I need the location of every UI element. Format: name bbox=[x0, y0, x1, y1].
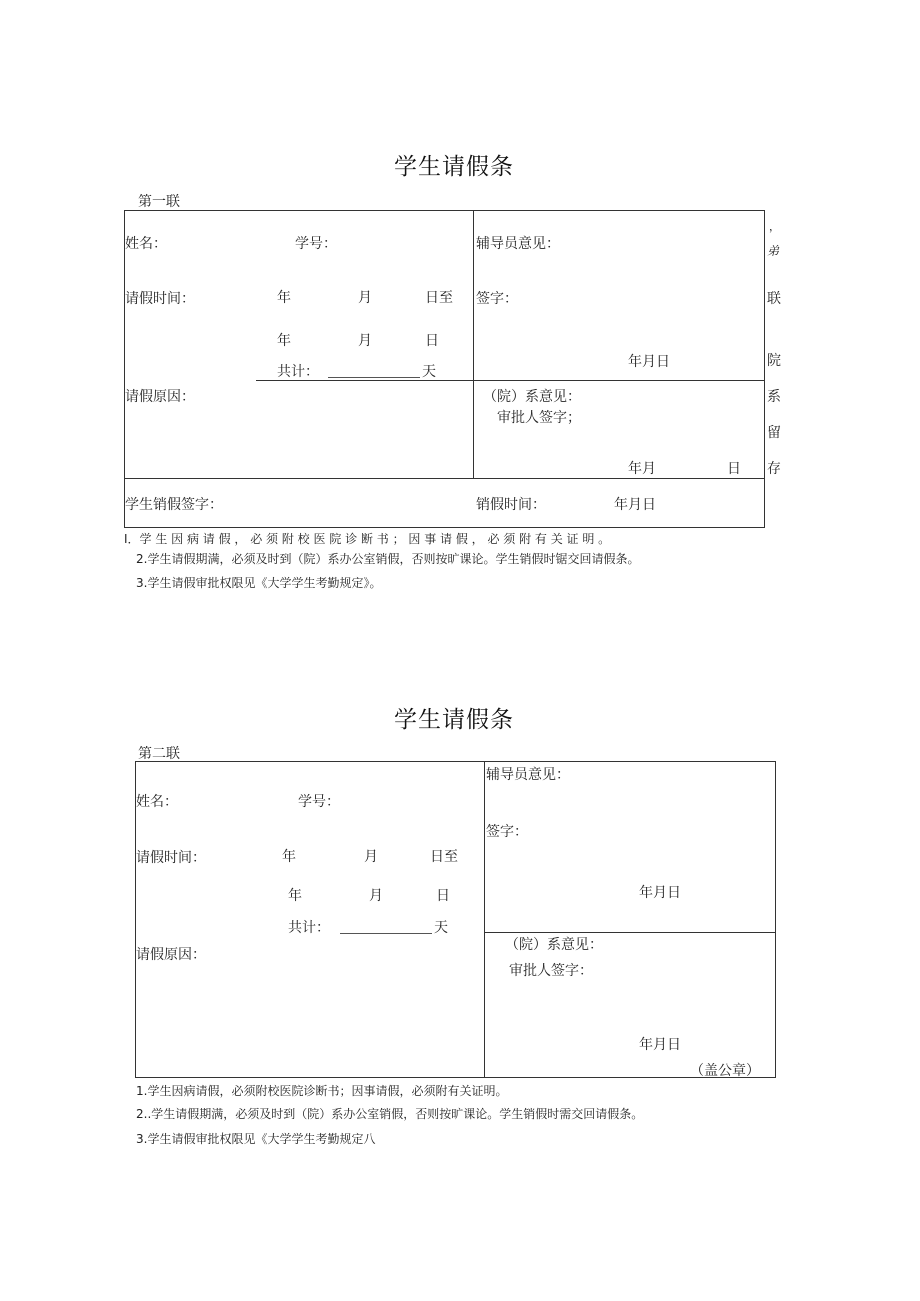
form2-table bbox=[135, 761, 776, 1078]
form1-start-day-to: 日至 bbox=[425, 290, 453, 306]
form1-side-char-6: 留 bbox=[767, 425, 781, 441]
form2-end-month: 月 bbox=[369, 888, 383, 904]
form2-note-2: 2..学生请假期满，必须及时到（院）系办公室销假，否则按旷课论。学生销假时需交回请假条。 bbox=[136, 1107, 644, 1121]
form1-time-label: 请假时间： bbox=[125, 291, 195, 307]
form1-bottom-hdivider bbox=[124, 478, 765, 479]
form2-dept-date: 年月日 bbox=[639, 1037, 681, 1053]
form2-name-label: 姓名： bbox=[136, 794, 178, 810]
form1-note-2: 2.学生请假期满，必须及时到（院）系办公室销假，否则按旷课论。学生销假时锯交回请假条。 bbox=[136, 552, 640, 566]
form1-end-month: 月 bbox=[358, 333, 372, 349]
form2-seal-label: （盖公章） bbox=[690, 1063, 760, 1079]
form2-note-1: 1.学生因病请假，必须附校医院诊断书；因事请假，必须附有关证明。 bbox=[136, 1084, 508, 1098]
form2-start-month: 月 bbox=[364, 849, 378, 865]
form1-side-char-2: 弟 bbox=[767, 244, 780, 258]
form2-title: 学生请假条 bbox=[394, 707, 514, 733]
form1-total-label: 共计： bbox=[277, 364, 319, 380]
form2-note-3: 3.学生请假审批权限见《大学学生考勤规定八 bbox=[136, 1132, 376, 1146]
form2-approver-sign: 审批人签字： bbox=[509, 963, 593, 979]
form1-side-char-7: 存 bbox=[767, 461, 781, 477]
form1-dept-date-ym: 年月 bbox=[628, 461, 656, 477]
form1-note-1: I．学 生 因 病 请 假 ， 必 须 附 校 医 院 诊 断 书 ； 因 事 请 假 ， 必 须 附 有 关 证 明 。 bbox=[124, 532, 611, 546]
form1-counselor-date: 年月日 bbox=[628, 354, 670, 370]
form1-cancel-time-label: 销假时间： bbox=[476, 497, 546, 513]
form2-start-year: 年 bbox=[282, 849, 296, 865]
form1-vdivider bbox=[473, 210, 474, 478]
form2-copy-label: 第二联 bbox=[138, 746, 180, 762]
form1-note-3: 3.学生请假审批权限见《大学学生考勤规定》。 bbox=[136, 576, 382, 590]
form1-end-day: 日 bbox=[425, 333, 439, 349]
form1-side-char-3: 联 bbox=[767, 291, 781, 307]
form1-days-unit: 天 bbox=[422, 364, 436, 380]
form1-start-year: 年 bbox=[277, 290, 291, 306]
form1-right-hdivider bbox=[473, 380, 765, 381]
form2-counselor-label: 辅导员意见： bbox=[486, 767, 570, 783]
form1-title: 学生请假条 bbox=[394, 154, 514, 180]
form2-end-year: 年 bbox=[288, 888, 302, 904]
form2-days-unit: 天 bbox=[434, 920, 448, 936]
form2-counselor-date: 年月日 bbox=[639, 885, 681, 901]
form1-copy-label: 第一联 bbox=[138, 194, 180, 210]
form2-reason-label: 请假原因： bbox=[136, 947, 206, 963]
form1-total-field bbox=[328, 362, 420, 378]
form2-dept-opinion: （院）系意见： bbox=[505, 937, 603, 953]
form1-id-label: 学号： bbox=[295, 236, 337, 252]
form2-id-label: 学号： bbox=[298, 794, 340, 810]
form2-start-day-to: 日至 bbox=[430, 849, 458, 865]
form2-right-hdivider bbox=[484, 932, 776, 933]
form1-side-char-4: 院 bbox=[767, 353, 781, 369]
form1-dept-date-d: 日 bbox=[727, 461, 741, 477]
form1-cancel-date: 年月日 bbox=[614, 497, 656, 513]
form1-counselor-label: 辅导员意见： bbox=[476, 236, 560, 252]
form2-total-label: 共计： bbox=[288, 920, 330, 936]
form2-sign-label: 签字： bbox=[486, 824, 528, 840]
form2-total-field bbox=[340, 918, 432, 934]
form1-side-char-1: ， bbox=[769, 220, 780, 233]
form1-name-label: 姓名： bbox=[125, 236, 167, 252]
form2-end-day: 日 bbox=[436, 888, 450, 904]
form1-side-char-5: 系 bbox=[767, 389, 781, 405]
form1-reason-label: 请假原因： bbox=[125, 389, 195, 405]
form1-approver-sign: 审批人签字； bbox=[497, 410, 581, 426]
form1-cancel-sign-label: 学生销假签字： bbox=[125, 497, 223, 513]
form1-sign-label: 签字： bbox=[476, 291, 518, 307]
form2-vdivider bbox=[484, 761, 485, 1078]
form1-dept-opinion: （院）系意见： bbox=[483, 389, 581, 405]
form1-start-month: 月 bbox=[358, 290, 372, 306]
form2-time-label: 请假时间： bbox=[136, 850, 206, 866]
form1-end-year: 年 bbox=[277, 333, 291, 349]
